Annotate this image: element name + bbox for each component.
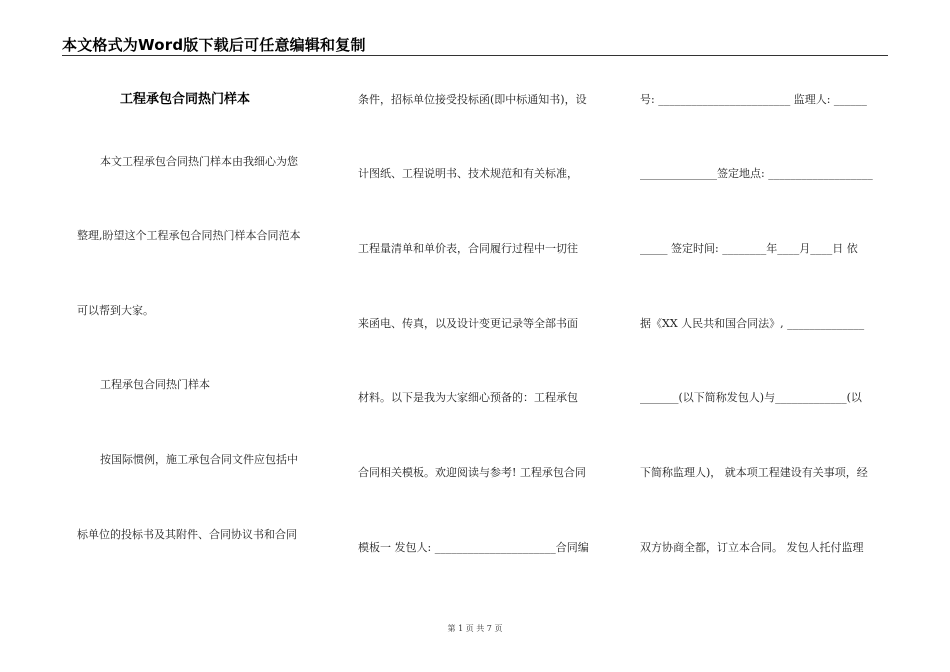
text-line: ______________签定地点: ___________________ bbox=[640, 167, 873, 180]
text-line: 整理,盼望这个工程承包合同热门样本合同范本 bbox=[77, 229, 301, 242]
text-line: _______(以下简称发包人)与_____________(以 bbox=[640, 391, 862, 404]
text-line: 按国际惯例，施工承包合同文件应包括中 bbox=[100, 453, 298, 466]
page-number: 第 1 页 共 7 页 bbox=[447, 624, 503, 633]
text-line: 工程量清单和单价表，合同履行过程中一切往 bbox=[358, 242, 578, 255]
text-line: 本文工程承包合同热门样本由我细心为您 bbox=[100, 155, 298, 168]
text-line: 材料。以下是我为大家细心预备的：工程承包 bbox=[358, 391, 578, 404]
text-line: 可以帮到大家。 bbox=[77, 304, 154, 317]
text-line: 条件，招标单位接受投标函(即中标通知书)，设 bbox=[358, 93, 587, 106]
text-line: 下简称监理人)， 就本项工程建设有关事项，经 bbox=[640, 466, 868, 479]
text-line: 据《XX 人民共和国合同法》, ______________ bbox=[640, 317, 865, 330]
text-line: 号: ________________________ 监理人: ______ bbox=[640, 93, 867, 106]
text-line: 标单位的投标书及其附件、合同协议书和合同 bbox=[77, 528, 297, 541]
text-line: 合同相关模板。欢迎阅读与参考! 工程承包合同 bbox=[358, 466, 586, 479]
text-line: 双方协商全都，订立本合同。 发包人托付监理 bbox=[640, 541, 864, 554]
document-title: 工程承包合同热门样本 bbox=[120, 92, 251, 107]
text-line: 来函电、传真，以及设计变更记录等全部书面 bbox=[358, 317, 578, 330]
header-divider bbox=[62, 55, 888, 56]
text-line: _____ 签定时间: ________年____月____日 依 bbox=[640, 242, 858, 255]
text-line: 计图纸、工程说明书、技术规范和有关标准， bbox=[358, 167, 578, 180]
section-heading: 工程承包合同热门样本 bbox=[100, 378, 210, 391]
document-header: 本文格式为Word版下载后可任意编辑和复制 bbox=[62, 36, 366, 54]
text-line: 模板一 发包人: ______________________合同编 bbox=[358, 541, 589, 554]
